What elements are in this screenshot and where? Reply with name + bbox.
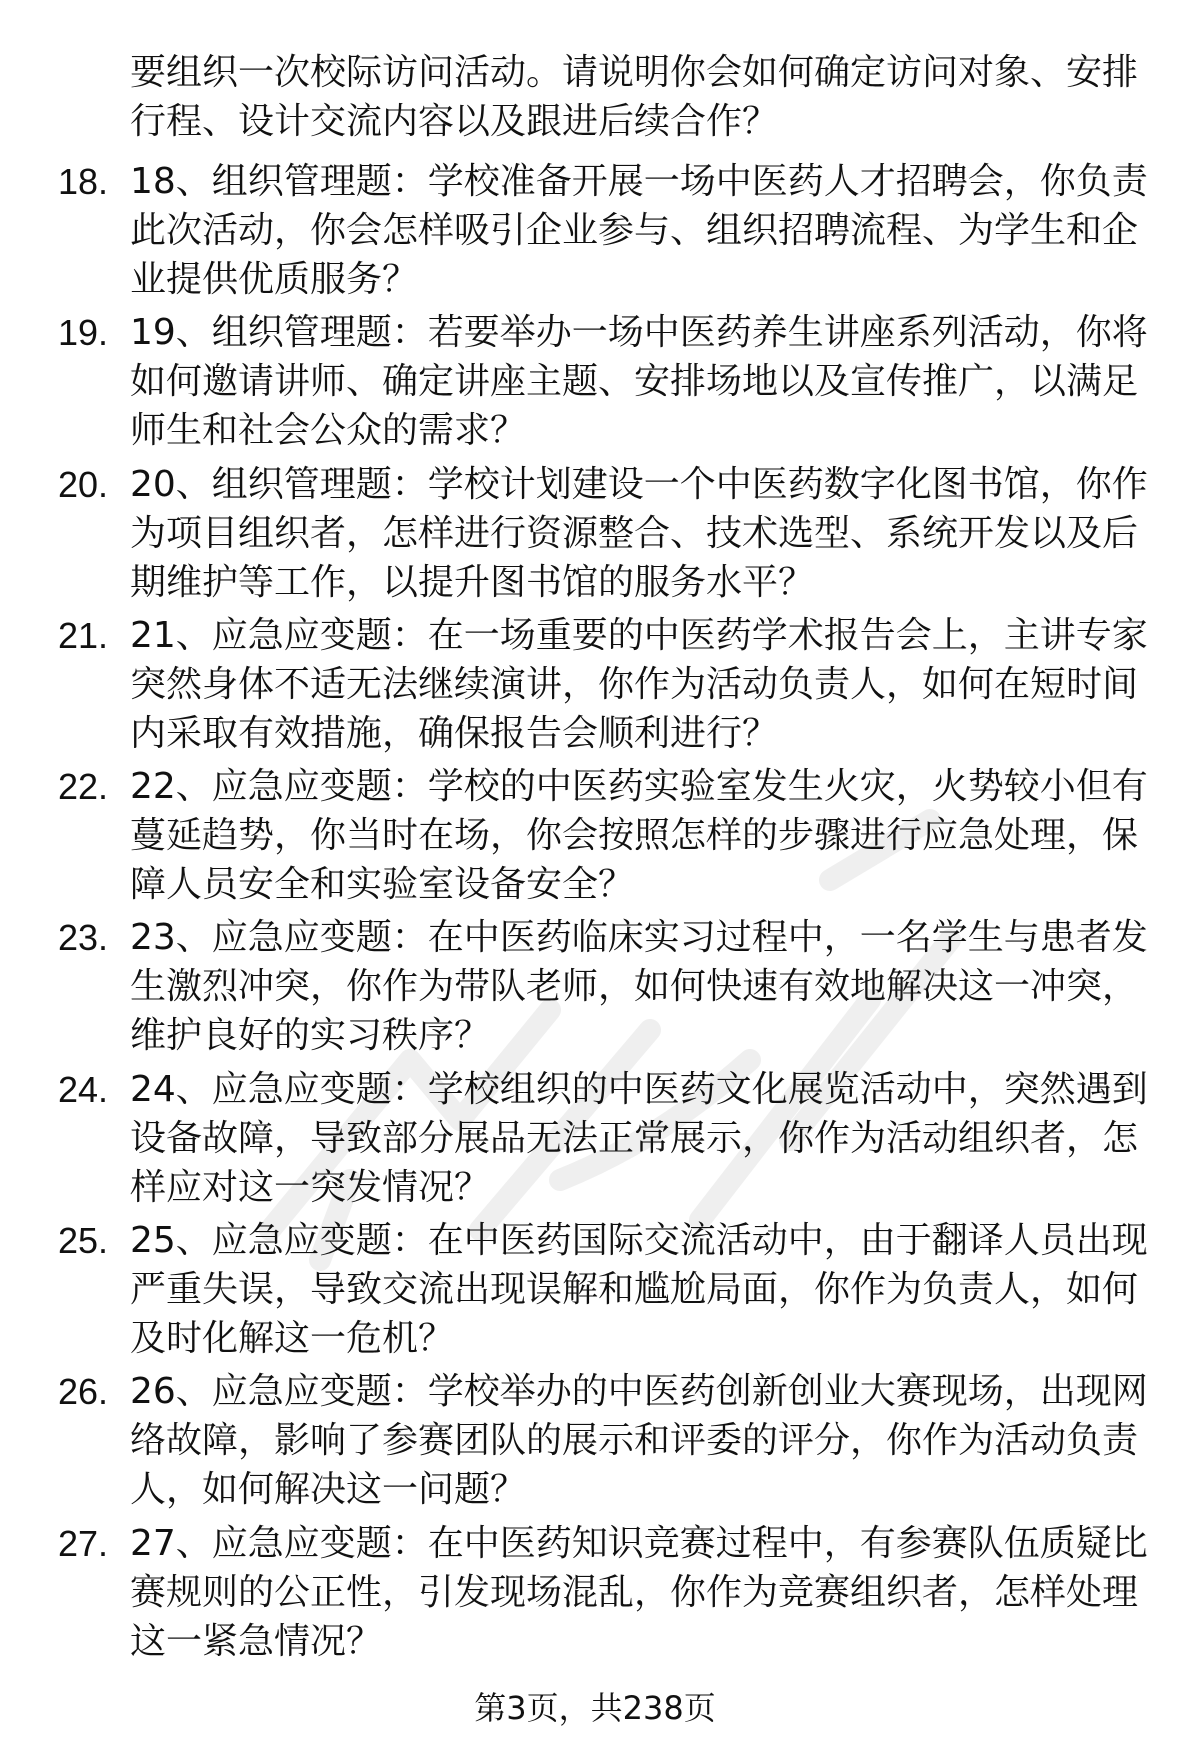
- question-text: 18、组织管理题：学校准备开展一场中医药人才招聘会，你负责此次活动，你会怎样吸引企业参与、组织招聘流程、为学生和企业提供优质服务？: [130, 161, 1148, 300]
- list-item: [0, 460, 1190, 603]
- question-text: 20、组织管理题：学校计划建设一个中医药数字化图书馆，你作为项目组织者，怎样进行资源整合、技术选型、系统开发以及后期维护等工作，以提升图书馆的服务水平？: [130, 463, 1148, 603]
- question-number: 20.: [58, 463, 109, 505]
- question-number: 19.: [58, 312, 109, 354]
- question-text: 26、应急应变题：学校举办的中医药创新创业大赛现场，出现网络故障，影响了参赛团队的展示和评委的评分，你作为活动负责人，如何解决这一问题？: [130, 1371, 1148, 1511]
- list-item: [0, 1367, 1190, 1511]
- question-number: 18.: [58, 161, 109, 202]
- lead-in-text: 要组织一次校际访问活动。请说明你会如何确定访问对象、安排行程、设计交流内容以及跟进后续合作？: [130, 52, 1139, 142]
- list-item: [0, 308, 1190, 452]
- list-item: [0, 1216, 1190, 1360]
- question-number: 26.: [58, 1371, 109, 1413]
- list-item: [0, 1519, 1190, 1662]
- list-item: [0, 1065, 1190, 1208]
- question-list: [0, 157, 1190, 1670]
- question-number: 23.: [58, 917, 109, 959]
- question-text: 21、应急应变题：在一场重要的中医药学术报告会上，主讲专家突然身体不适无法继续演讲，你作为活动负责人，如何在短时间内采取有效措施，确保报告会顺利进行？: [130, 614, 1148, 754]
- question-text: 22、应急应变题：学校的中医药实验室发生火灾，火势较小但有蔓延趋势，你当时在场，你会按照怎样的步骤进行应急处理，保障人员安全和实验室设备安全？: [130, 766, 1148, 906]
- question-text: 27、应急应变题：在中医药知识竞赛过程中，有参赛队伍质疑比赛规则的公正性，引发现场混乱，你作为竞赛组织者，怎样处理这一紧急情况？: [130, 1522, 1148, 1662]
- list-item: [0, 157, 1190, 300]
- question-number: 24.: [58, 1068, 109, 1110]
- question-text: 25、应急应变题：在中医药国际交流活动中，由于翻译人员出现严重失误，导致交流出现误解和尴尬局面，你作为负责人，如何及时化解这一危机？: [130, 1220, 1148, 1360]
- list-item: [0, 611, 1190, 754]
- list-item: [0, 762, 1190, 906]
- question-text: 23、应急应变题：在中医药临床实习过程中，一名学生与患者发生激烈冲突，你作为带队老师，如何快速有效地解决这一冲突，维护良好的实习秩序？: [130, 917, 1148, 1057]
- question-number: 25.: [58, 1220, 109, 1262]
- page-footer: 第3页，共238页: [474, 1689, 716, 1727]
- list-item: [0, 913, 1190, 1057]
- question-number: 22.: [58, 766, 109, 808]
- question-text: 19、组织管理题：若要举办一场中医药养生讲座系列活动，你将如何邀请讲师、确定讲座主题、安排场地以及宣传推广，以满足师生和社会公众的需求？: [130, 312, 1148, 452]
- question-text: 24、应急应变题：学校组织的中医药文化展览活动中，突然遇到设备故障，导致部分展品无法正常展示，你作为活动组织者，怎样应对这一突发情况？: [130, 1068, 1148, 1208]
- question-number: 27.: [58, 1522, 109, 1564]
- question-number: 21.: [58, 614, 109, 656]
